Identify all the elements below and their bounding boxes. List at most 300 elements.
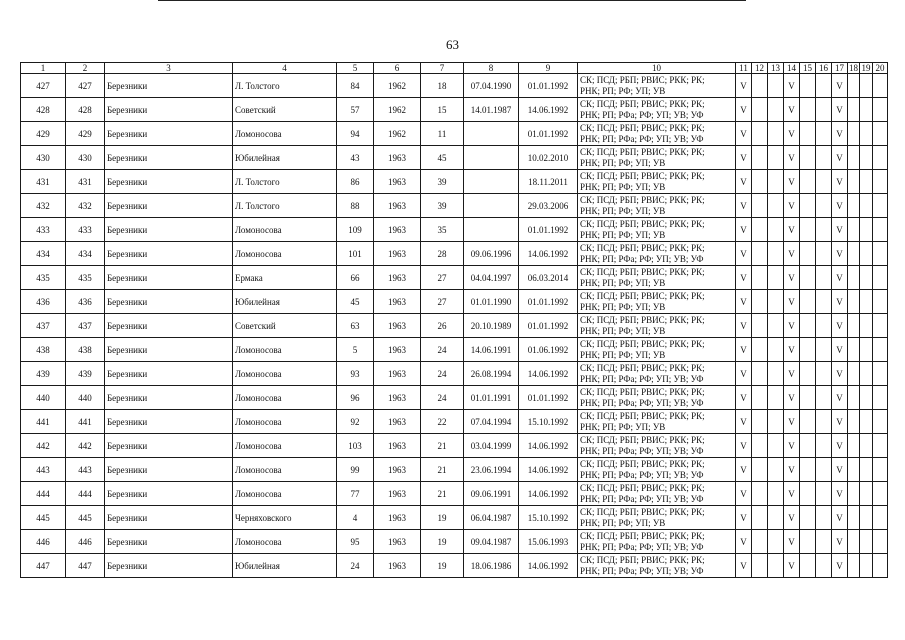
work-types-line-2: РНК; РП; РФ; УП; УВ	[580, 301, 666, 312]
object-number: 429	[66, 122, 105, 146]
table-row	[21, 122, 888, 146]
row-number: 433	[21, 218, 66, 242]
work-types-cell	[578, 98, 736, 122]
mark-col-16	[816, 218, 832, 242]
wear-percent: 39	[421, 170, 464, 194]
object-number: 446	[66, 530, 105, 554]
work-types-line-1: СК; ПСД; РБП; РВИС; РКК; РК;	[580, 146, 705, 157]
date-cell	[464, 218, 519, 242]
table-row	[21, 218, 888, 242]
mark-col-12	[752, 122, 768, 146]
house-number: 77	[337, 482, 374, 506]
work-types-line-2: РНК; РП; РФа; РФ; УП; УВ; УФ	[580, 565, 704, 576]
mark-col-18	[848, 386, 860, 410]
mark-col-12	[752, 314, 768, 338]
work-types-line-1: СК; ПСД; РБП; РВИС; РКК; РК;	[580, 482, 705, 493]
mark-col-12	[752, 554, 768, 578]
row-number: 441	[21, 410, 66, 434]
mark-col-20	[873, 338, 888, 362]
mark-col-12	[752, 98, 768, 122]
mark-col-15	[800, 362, 816, 386]
wear-percent: 22	[421, 410, 464, 434]
date-cell: 09.06.1996	[464, 242, 519, 266]
mark-col-16	[816, 410, 832, 434]
table-row	[21, 314, 888, 338]
column-header-6: 6	[374, 63, 421, 74]
work-types-line-1: СК; ПСД; РБП; РВИС; РКК; РК;	[580, 242, 705, 253]
work-types-line-2: РНК; РП; РФ; УП; УВ	[580, 349, 666, 360]
date-cell: 01.01.1992	[519, 314, 578, 338]
build-year: 1963	[374, 170, 421, 194]
mark-col-18	[848, 362, 860, 386]
house-number: 45	[337, 290, 374, 314]
mark-col-15	[800, 338, 816, 362]
object-number: 441	[66, 410, 105, 434]
mark-col-12	[752, 362, 768, 386]
house-number: 109	[337, 218, 374, 242]
mark-col-17: V	[832, 386, 848, 410]
object-number: 433	[66, 218, 105, 242]
work-types-line-1: СК; ПСД; РБП; РВИС; РКК; РК;	[580, 194, 705, 205]
mark-col-11: V	[736, 386, 752, 410]
work-types-cell	[578, 74, 736, 98]
mark-col-16	[816, 170, 832, 194]
mark-col-19	[860, 554, 873, 578]
object-number: 439	[66, 362, 105, 386]
mark-col-17: V	[832, 554, 848, 578]
mark-col-15	[800, 242, 816, 266]
work-types-line-2: РНК; РП; РФа; РФ; УП; УВ; УФ	[580, 109, 704, 120]
mark-col-11: V	[736, 98, 752, 122]
mark-col-17: V	[832, 122, 848, 146]
work-types-line-2: РНК; РП; РФа; РФ; УП; УВ; УФ	[580, 397, 704, 408]
wear-percent: 24	[421, 338, 464, 362]
mark-col-18	[848, 218, 860, 242]
table-row	[21, 530, 888, 554]
row-number: 434	[21, 242, 66, 266]
mark-col-16	[816, 290, 832, 314]
work-types-cell	[578, 554, 736, 578]
date-cell: 14.06.1992	[519, 482, 578, 506]
mark-col-15	[800, 98, 816, 122]
column-header-13: 13	[768, 63, 784, 74]
row-number: 444	[21, 482, 66, 506]
table-row	[21, 98, 888, 122]
mark-col-20	[873, 74, 888, 98]
mark-col-16	[816, 482, 832, 506]
house-number: 96	[337, 386, 374, 410]
date-cell: 20.10.1989	[464, 314, 519, 338]
mark-col-11: V	[736, 434, 752, 458]
mark-col-18	[848, 146, 860, 170]
date-cell: 01.01.1992	[519, 218, 578, 242]
row-number: 430	[21, 146, 66, 170]
street-cell: Ломоносова	[233, 362, 337, 386]
mark-col-16	[816, 98, 832, 122]
mark-col-19	[860, 434, 873, 458]
date-cell: 15.10.1992	[519, 410, 578, 434]
mark-col-20	[873, 98, 888, 122]
city-cell: Березники	[105, 74, 233, 98]
date-cell	[464, 122, 519, 146]
object-number: 435	[66, 266, 105, 290]
mark-col-19	[860, 410, 873, 434]
mark-col-15	[800, 74, 816, 98]
wear-percent: 24	[421, 362, 464, 386]
mark-col-19	[860, 362, 873, 386]
date-cell: 18.06.1986	[464, 554, 519, 578]
wear-percent: 39	[421, 194, 464, 218]
date-cell	[464, 170, 519, 194]
work-types-cell	[578, 194, 736, 218]
work-types-line-1: СК; ПСД; РБП; РВИС; РКК; РК;	[580, 362, 705, 373]
mark-col-14: V	[784, 506, 800, 530]
work-types-line-1: СК; ПСД; РБП; РВИС; РКК; РК;	[580, 98, 705, 109]
date-cell: 14.06.1992	[519, 434, 578, 458]
work-types-line-1: СК; ПСД; РБП; РВИС; РКК; РК;	[580, 554, 705, 565]
table-row	[21, 194, 888, 218]
street-cell: Юбилейная	[233, 554, 337, 578]
date-cell: 04.04.1997	[464, 266, 519, 290]
work-types-line-1: СК; ПСД; РБП; РВИС; РКК; РК;	[580, 74, 705, 85]
street-cell: Ломоносова	[233, 242, 337, 266]
column-header-3: 3	[105, 63, 233, 74]
mark-col-17: V	[832, 530, 848, 554]
row-number: 440	[21, 386, 66, 410]
column-header-11: 11	[736, 63, 752, 74]
house-number: 103	[337, 434, 374, 458]
mark-col-12	[752, 530, 768, 554]
street-cell: Юбилейная	[233, 290, 337, 314]
column-header-8: 8	[464, 63, 519, 74]
mark-col-20	[873, 122, 888, 146]
work-types-line-1: СК; ПСД; РБП; РВИС; РКК; РК;	[580, 290, 705, 301]
date-cell: 01.01.1991	[464, 386, 519, 410]
house-number: 5	[337, 338, 374, 362]
city-cell: Березники	[105, 338, 233, 362]
street-cell: Ломоносова	[233, 530, 337, 554]
mark-col-20	[873, 362, 888, 386]
table-row	[21, 506, 888, 530]
mark-col-18	[848, 482, 860, 506]
house-number: 101	[337, 242, 374, 266]
city-cell: Березники	[105, 146, 233, 170]
mark-col-13	[768, 170, 784, 194]
work-types-cell	[578, 410, 736, 434]
build-year: 1962	[374, 74, 421, 98]
date-cell: 15.10.1992	[519, 506, 578, 530]
work-types-cell	[578, 434, 736, 458]
mark-col-12	[752, 146, 768, 170]
mark-col-13	[768, 386, 784, 410]
mark-col-13	[768, 410, 784, 434]
mark-col-20	[873, 386, 888, 410]
column-header-10: 10	[578, 63, 736, 74]
work-types-line-2: РНК; РП; РФ; УП; УВ	[580, 277, 666, 288]
mark-col-14: V	[784, 482, 800, 506]
mark-col-12	[752, 218, 768, 242]
mark-col-12	[752, 386, 768, 410]
mark-col-11: V	[736, 338, 752, 362]
mark-col-20	[873, 434, 888, 458]
table-row	[21, 410, 888, 434]
column-header-16: 16	[816, 63, 832, 74]
mark-col-14: V	[784, 290, 800, 314]
work-types-line-2: РНК; РП; РФ; УП; УВ	[580, 181, 666, 192]
row-number: 438	[21, 338, 66, 362]
header-row	[21, 63, 888, 74]
mark-col-11: V	[736, 266, 752, 290]
top-rule	[158, 0, 746, 1]
object-number: 428	[66, 98, 105, 122]
mark-col-17: V	[832, 458, 848, 482]
mark-col-19	[860, 266, 873, 290]
mark-col-20	[873, 554, 888, 578]
mark-col-17: V	[832, 170, 848, 194]
city-cell: Березники	[105, 458, 233, 482]
build-year: 1963	[374, 458, 421, 482]
table-row	[21, 74, 888, 98]
mark-col-15	[800, 170, 816, 194]
house-number: 66	[337, 266, 374, 290]
house-number: 95	[337, 530, 374, 554]
work-types-line-1: СК; ПСД; РБП; РВИС; РКК; РК;	[580, 530, 705, 541]
build-year: 1963	[374, 242, 421, 266]
mark-col-11: V	[736, 290, 752, 314]
mark-col-19	[860, 506, 873, 530]
mark-col-17: V	[832, 194, 848, 218]
mark-col-16	[816, 554, 832, 578]
work-types-line-2: РНК; РП; РФа; РФ; УП; УВ; УФ	[580, 541, 704, 552]
mark-col-19	[860, 146, 873, 170]
build-year: 1963	[374, 506, 421, 530]
work-types-line-1: СК; ПСД; РБП; РВИС; РКК; РК;	[580, 266, 705, 277]
mark-col-11: V	[736, 410, 752, 434]
date-cell: 01.01.1990	[464, 290, 519, 314]
object-number: 427	[66, 74, 105, 98]
mark-col-19	[860, 458, 873, 482]
wear-percent: 35	[421, 218, 464, 242]
city-cell: Березники	[105, 98, 233, 122]
mark-col-18	[848, 506, 860, 530]
mark-col-14: V	[784, 410, 800, 434]
date-cell: 01.06.1992	[519, 338, 578, 362]
mark-col-19	[860, 194, 873, 218]
row-number: 447	[21, 554, 66, 578]
mark-col-15	[800, 122, 816, 146]
object-number: 431	[66, 170, 105, 194]
mark-col-16	[816, 266, 832, 290]
mark-col-11: V	[736, 314, 752, 338]
mark-col-16	[816, 242, 832, 266]
house-number: 93	[337, 362, 374, 386]
work-types-line-1: СК; ПСД; РБП; РВИС; РКК; РК;	[580, 506, 705, 517]
mark-col-16	[816, 146, 832, 170]
mark-col-19	[860, 122, 873, 146]
mark-col-13	[768, 146, 784, 170]
mark-col-16	[816, 314, 832, 338]
mark-col-14: V	[784, 218, 800, 242]
object-number: 438	[66, 338, 105, 362]
mark-col-11: V	[736, 74, 752, 98]
mark-col-19	[860, 98, 873, 122]
mark-col-12	[752, 482, 768, 506]
mark-col-13	[768, 338, 784, 362]
work-types-line-1: СК; ПСД; РБП; РВИС; РКК; РК;	[580, 170, 705, 181]
house-number: 4	[337, 506, 374, 530]
table-row	[21, 362, 888, 386]
mark-col-15	[800, 218, 816, 242]
build-year: 1963	[374, 410, 421, 434]
house-number: 94	[337, 122, 374, 146]
table-row	[21, 242, 888, 266]
mark-col-13	[768, 314, 784, 338]
work-types-cell	[578, 362, 736, 386]
mark-col-17: V	[832, 74, 848, 98]
mark-col-20	[873, 458, 888, 482]
mark-col-11: V	[736, 362, 752, 386]
mark-col-14: V	[784, 530, 800, 554]
city-cell: Березники	[105, 314, 233, 338]
work-types-line-2: РНК; РП; РФ; УП; УВ	[580, 325, 666, 336]
date-cell: 01.01.1992	[519, 122, 578, 146]
row-number: 436	[21, 290, 66, 314]
city-cell: Березники	[105, 218, 233, 242]
work-types-line-1: СК; ПСД; РБП; РВИС; РКК; РК;	[580, 434, 705, 445]
mark-col-14: V	[784, 554, 800, 578]
mark-col-13	[768, 74, 784, 98]
mark-col-18	[848, 338, 860, 362]
mark-col-17: V	[832, 314, 848, 338]
column-header-14: 14	[784, 63, 800, 74]
mark-col-14: V	[784, 170, 800, 194]
mark-col-15	[800, 146, 816, 170]
mark-col-14: V	[784, 458, 800, 482]
mark-col-20	[873, 146, 888, 170]
mark-col-20	[873, 266, 888, 290]
column-header-4: 4	[233, 63, 337, 74]
mark-col-17: V	[832, 338, 848, 362]
date-cell: 29.03.2006	[519, 194, 578, 218]
street-cell: Ермака	[233, 266, 337, 290]
mark-col-20	[873, 170, 888, 194]
work-types-line-2: РНК; РП; РФа; РФ; УП; УВ; УФ	[580, 133, 704, 144]
mark-col-11: V	[736, 170, 752, 194]
object-number: 430	[66, 146, 105, 170]
house-number: 92	[337, 410, 374, 434]
column-header-2: 2	[66, 63, 105, 74]
table-row	[21, 482, 888, 506]
build-year: 1963	[374, 482, 421, 506]
city-cell: Березники	[105, 242, 233, 266]
mark-col-15	[800, 506, 816, 530]
work-types-line-1: СК; ПСД; РБП; РВИС; РКК; РК;	[580, 386, 705, 397]
mark-col-14: V	[784, 434, 800, 458]
date-cell: 01.01.1992	[519, 386, 578, 410]
date-cell: 14.06.1992	[519, 362, 578, 386]
wear-percent: 21	[421, 458, 464, 482]
column-header-19: 19	[861, 63, 871, 73]
date-cell: 06.04.1987	[464, 506, 519, 530]
street-cell: Ломоносова	[233, 410, 337, 434]
row-number: 439	[21, 362, 66, 386]
street-cell: Ломоносова	[233, 386, 337, 410]
work-types-cell	[578, 266, 736, 290]
column-header-1: 1	[21, 63, 66, 74]
build-year: 1963	[374, 434, 421, 458]
column-header-7: 7	[421, 63, 464, 74]
mark-col-14: V	[784, 386, 800, 410]
mark-col-14: V	[784, 338, 800, 362]
register-table	[20, 62, 888, 578]
street-cell: Ломоносова	[233, 338, 337, 362]
mark-col-20	[873, 410, 888, 434]
mark-col-15	[800, 458, 816, 482]
table-row	[21, 386, 888, 410]
mark-col-19	[860, 170, 873, 194]
column-header-15: 15	[800, 63, 816, 74]
work-types-cell	[578, 530, 736, 554]
city-cell: Березники	[105, 506, 233, 530]
mark-col-13	[768, 482, 784, 506]
date-cell	[464, 146, 519, 170]
mark-col-18	[848, 74, 860, 98]
mark-col-14: V	[784, 362, 800, 386]
work-types-cell	[578, 386, 736, 410]
mark-col-13	[768, 554, 784, 578]
mark-col-14: V	[784, 242, 800, 266]
mark-col-17: V	[832, 218, 848, 242]
street-cell: Ломоносова	[233, 218, 337, 242]
mark-col-19	[860, 530, 873, 554]
mark-col-16	[816, 122, 832, 146]
mark-col-19	[860, 314, 873, 338]
build-year: 1963	[374, 146, 421, 170]
work-types-line-2: РНК; РП; РФа; РФ; УП; УВ; УФ	[580, 253, 704, 264]
work-types-line-2: РНК; РП; РФа; РФ; УП; УВ; УФ	[580, 493, 704, 504]
mark-col-16	[816, 506, 832, 530]
mark-col-11: V	[736, 242, 752, 266]
wear-percent: 19	[421, 530, 464, 554]
table-body	[21, 74, 888, 578]
row-number: 432	[21, 194, 66, 218]
row-number: 428	[21, 98, 66, 122]
mark-col-12	[752, 434, 768, 458]
mark-col-18	[848, 458, 860, 482]
wear-percent: 11	[421, 122, 464, 146]
mark-col-17: V	[832, 482, 848, 506]
mark-col-15	[800, 290, 816, 314]
work-types-cell	[578, 338, 736, 362]
wear-percent: 15	[421, 98, 464, 122]
mark-col-20	[873, 194, 888, 218]
mark-col-20	[873, 314, 888, 338]
mark-col-18	[848, 242, 860, 266]
date-cell: 23.06.1994	[464, 458, 519, 482]
object-number: 437	[66, 314, 105, 338]
mark-col-13	[768, 458, 784, 482]
mark-col-17: V	[832, 410, 848, 434]
street-cell: Советский	[233, 98, 337, 122]
work-types-line-1: СК; ПСД; РБП; РВИС; РКК; РК;	[580, 314, 705, 325]
mark-col-19	[860, 290, 873, 314]
mark-col-13	[768, 266, 784, 290]
city-cell: Березники	[105, 170, 233, 194]
mark-col-19	[860, 242, 873, 266]
mark-col-12	[752, 266, 768, 290]
work-types-cell	[578, 170, 736, 194]
street-cell: Юбилейная	[233, 146, 337, 170]
